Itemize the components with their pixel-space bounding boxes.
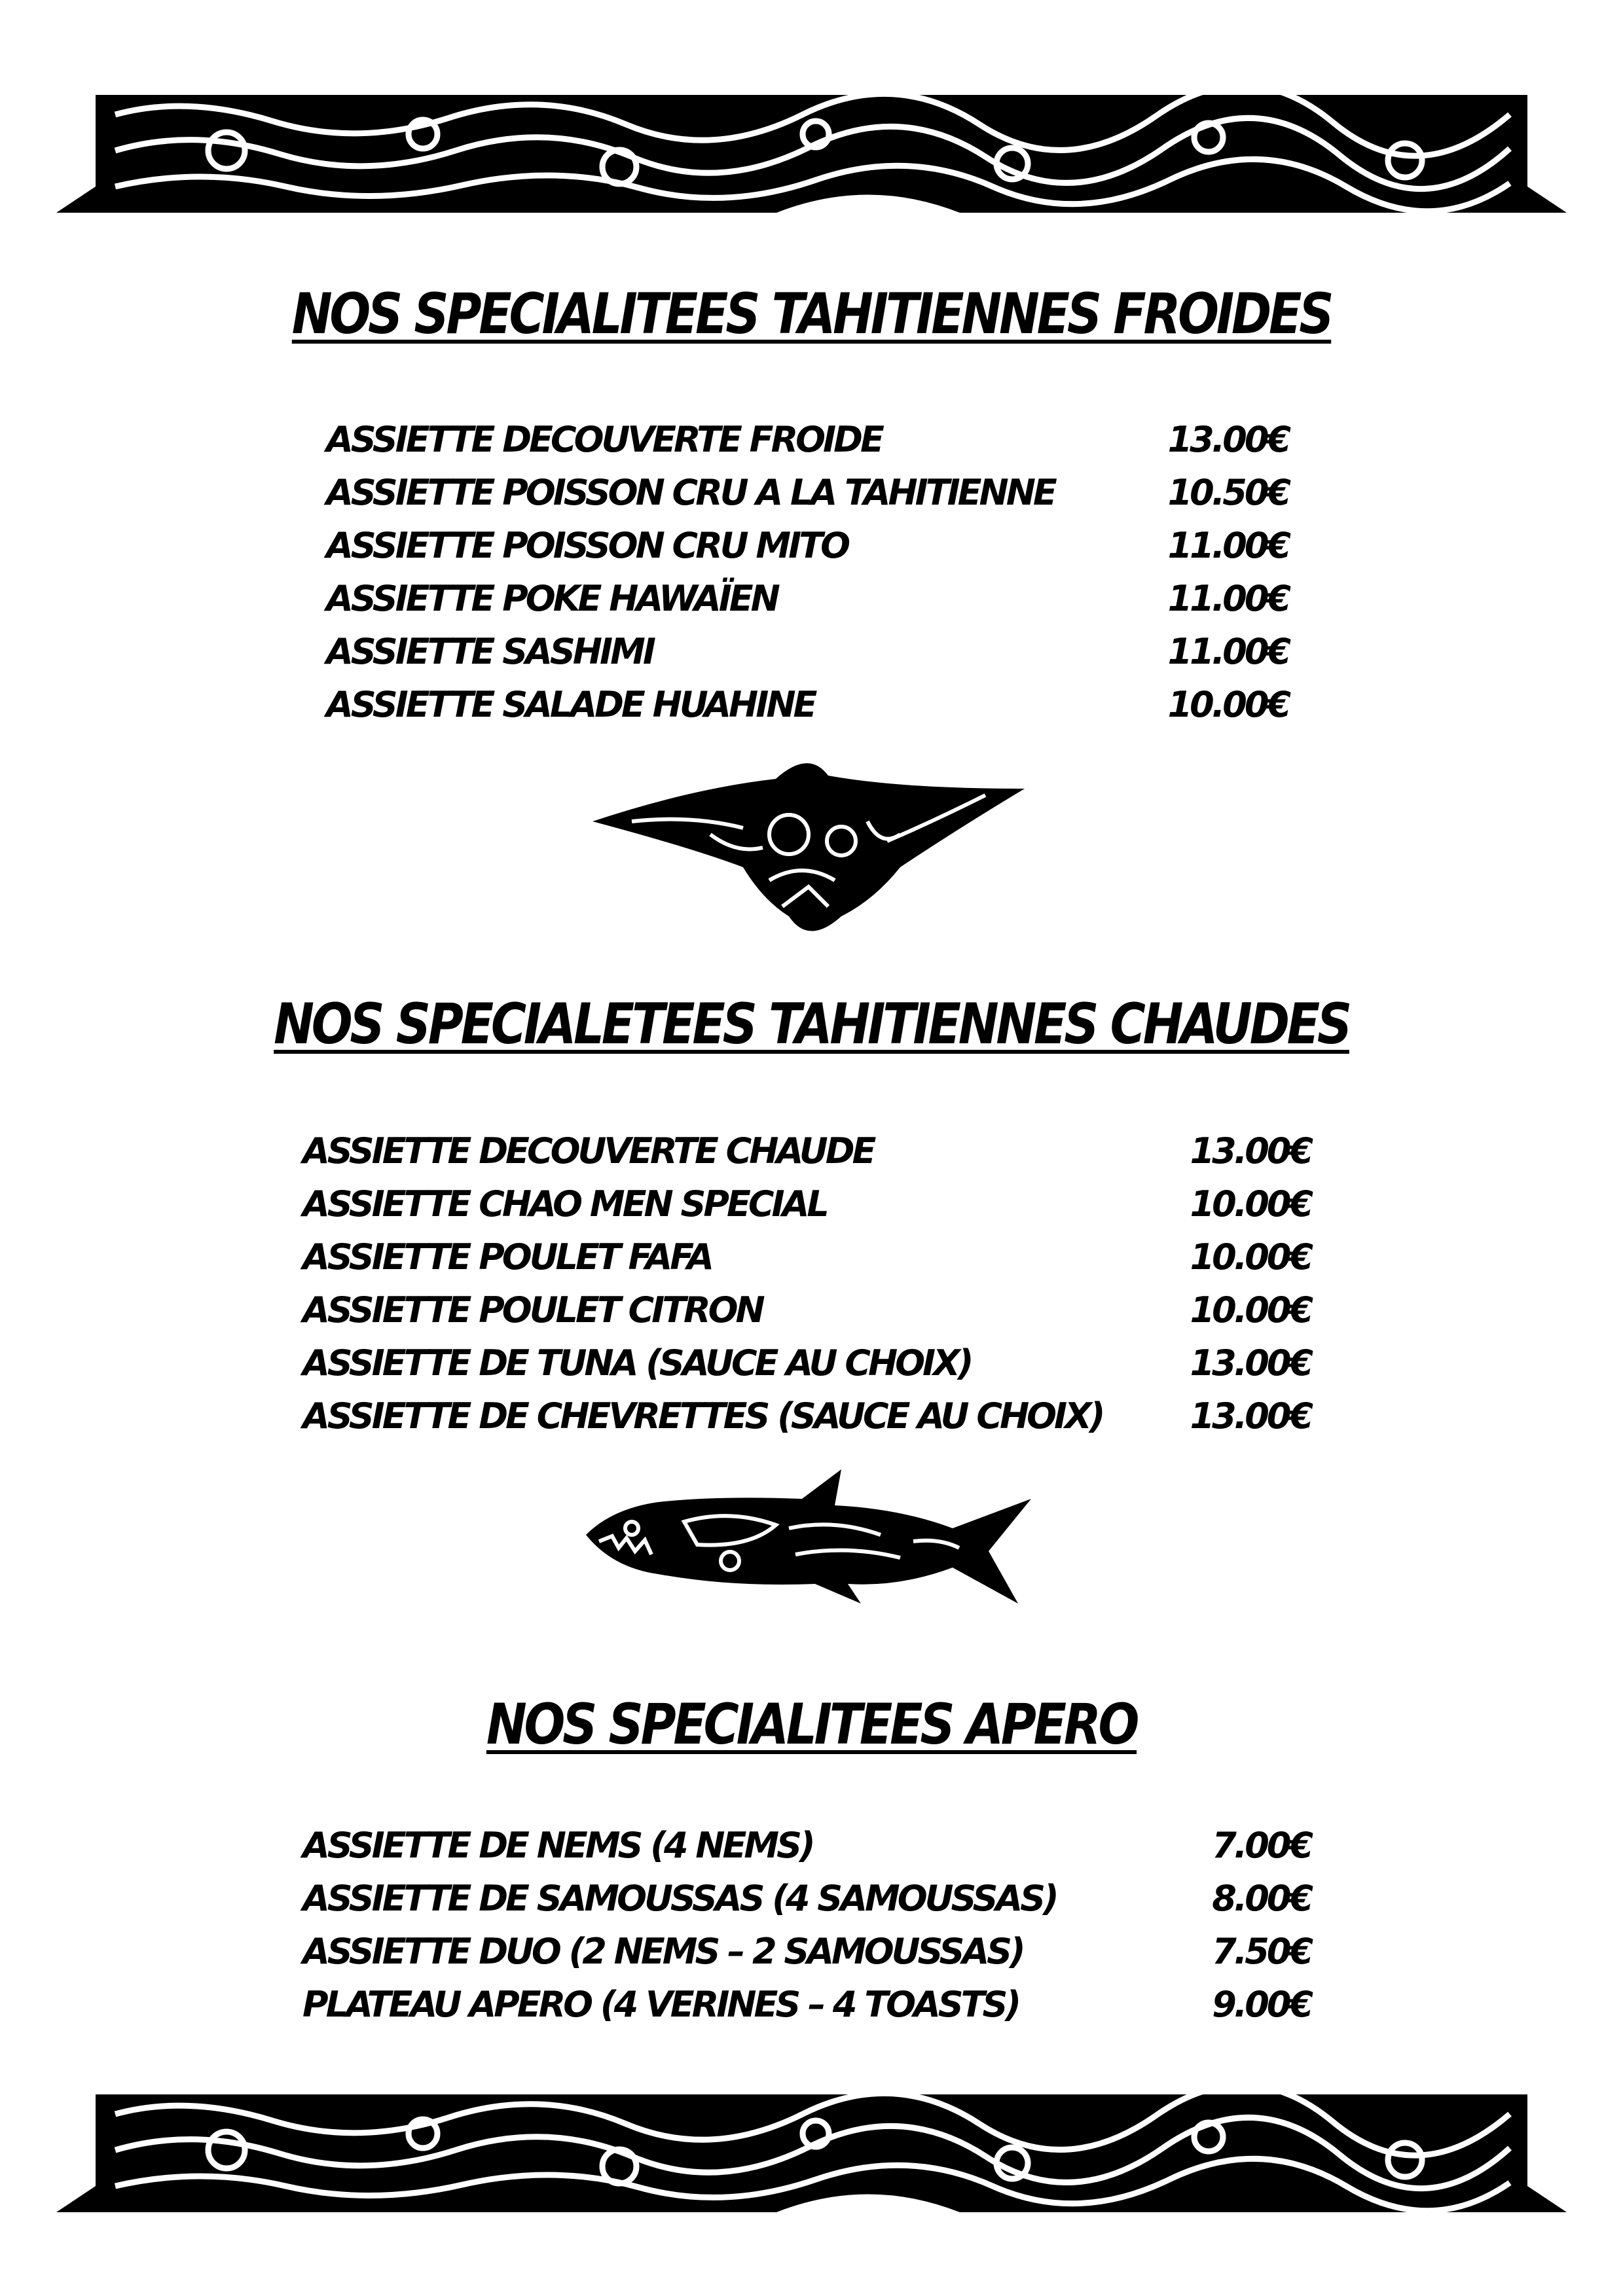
menu-item [302,1183,1311,1236]
item-price: 11.00€ [1167,631,1288,672]
item-name: ASSIETTE DE TUNA (SAUCE AU CHOIX) [302,1342,972,1384]
menu-item [302,1342,1311,1395]
item-price: 13.00€ [1190,1342,1311,1384]
item-price: 10.00€ [1190,1183,1311,1225]
menu-list-apero [302,1825,1311,2037]
menu-item [326,578,1288,631]
item-price: 9.00€ [1212,1984,1311,2025]
manta-ray-tattoo-icon [593,749,1025,946]
item-name: ASSIETTE DE SAMOUSSAS (4 SAMOUSSAS) [302,1878,1057,1919]
item-price: 10.00€ [1190,1289,1311,1331]
menu-item [302,1395,1311,1448]
menu-item [326,419,1288,472]
item-name: ASSIETTE DE NEMS (4 NEMS) [302,1825,813,1866]
menu-item [326,472,1288,525]
item-name: PLATEAU APERO (4 VERINES – 4 TOASTS) [302,1984,1019,2025]
item-price: 13.00€ [1167,419,1288,460]
item-name: ASSIETTE CHAO MEN SPECIAL [302,1183,827,1225]
item-name: ASSIETTE DUO (2 NEMS – 2 SAMOUSSAS) [302,1931,1023,1972]
item-name: ASSIETTE POULET FAFA [302,1236,712,1278]
item-price: 10.00€ [1167,684,1288,725]
section-title-chaudes: NOS SPECIALETEES TAHITIENNES CHAUDES [274,992,1349,1057]
section-title-apero: NOS SPECIALITEES APERO [486,1692,1137,1757]
menu-list-chaudes [302,1130,1311,1448]
menu-item [326,525,1288,578]
item-price: 10.00€ [1190,1236,1311,1278]
menu-item [302,1878,1311,1931]
item-price: 11.00€ [1167,578,1288,619]
menu-item [302,1984,1311,2037]
menu-item [302,1130,1311,1183]
menu-item [302,1825,1311,1878]
item-name: ASSIETTE DE CHEVRETTES (SAUCE AU CHOIX) [302,1395,1103,1437]
shark-tattoo-icon [586,1463,1031,1626]
item-price: 7.50€ [1212,1931,1311,1972]
item-name: ASSIETTE POISSON CRU MITO [326,525,848,566]
menu-item [302,1289,1311,1342]
item-price: 8.00€ [1212,1878,1311,1919]
menu-list-froides [326,419,1288,737]
item-name: ASSIETTE DECOUVERTE CHAUDE [302,1130,874,1172]
item-price: 13.00€ [1190,1130,1311,1172]
menu-item [302,1931,1311,1984]
menu-item [326,631,1288,684]
item-price: 11.00€ [1167,525,1288,566]
menu-item [302,1236,1311,1289]
item-name: ASSIETTE POISSON CRU A LA TAHITIENNE [326,472,1055,513]
item-name: ASSIETTE DECOUVERTE FROIDE [326,419,882,460]
item-price: 13.00€ [1190,1395,1311,1437]
item-name: ASSIETTE POULET CITRON [302,1289,763,1331]
item-name: ASSIETTE SASHIMI [326,631,653,672]
section-title-froides: NOS SPECIALITEES TAHITIENNES FROIDES [291,281,1332,347]
top-tattoo-border [56,88,1567,216]
item-price: 7.00€ [1212,1825,1311,1866]
item-price: 10.50€ [1167,472,1288,513]
menu-item [326,684,1288,737]
item-name: ASSIETTE POKE HAWAÏEN [326,578,778,619]
bottom-tattoo-border [56,2088,1567,2215]
item-name: ASSIETTE SALADE HUAHINE [326,684,815,725]
